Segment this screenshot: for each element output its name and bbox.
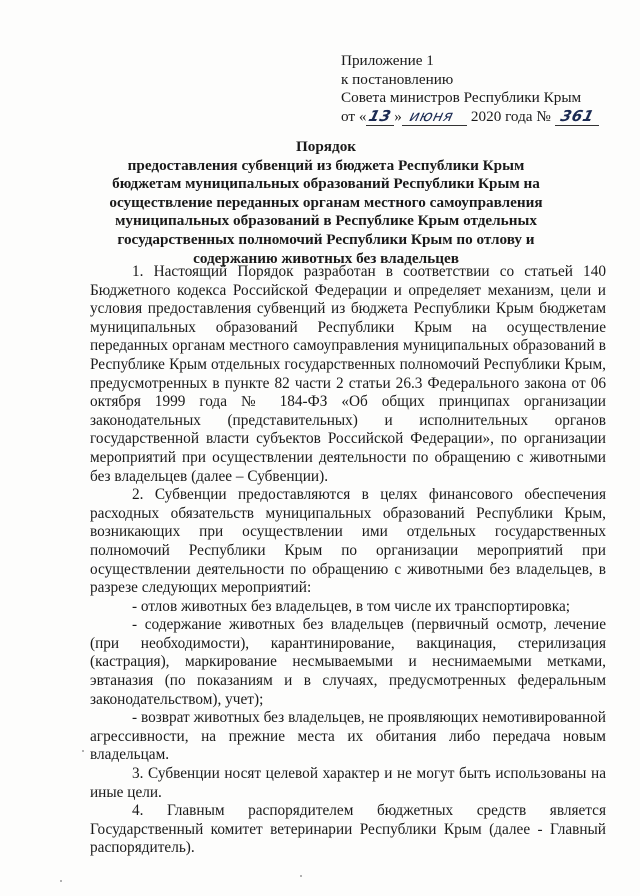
paragraph-2: 2. Субвенции предоставляются в целях финансового обеспечения расходных обязательств муниципальных образований Республики Крым, возникающих при осуществлении ими отдельных государственных полномочий Республики Крым по организации мероприятий при осуществлении деятельности по обращению с животными без владельцев, в разрезе следующих мероприятий: — [90, 486, 606, 597]
number-underline — [555, 108, 600, 126]
list-item-return: - возврат животных без владельцев, не проявляющих немотивированной агрессивности, на прежние места их обитания либо передача новым владельцам. — [90, 709, 606, 764]
date-month-underline — [402, 108, 467, 126]
appendix-line-3: Совета министров Республики Крым — [341, 89, 582, 106]
date-prefix: от « — [341, 107, 367, 125]
appendix-date-line — [341, 108, 611, 127]
list-item-keeping: - содержание животных без владельцев (первичный осмотр, лечение (при необходимости), карантинирование, вакцинация, стерилизация (кастрация), маркирование несмываемыми и неснимаемыми метками, эвтаназия (по показаниям и в случаях, предусмотренных федеральным законодательством), учет); — [90, 616, 606, 708]
appendix-line-1: Приложение 1 — [341, 52, 434, 69]
paragraph-3: 3. Субвенции носят целевой характер и не могут быть использованы на иные цели. — [90, 765, 606, 801]
date-day-underline — [366, 108, 394, 126]
paragraph-1: 1. Настоящий Порядок разработан в соответствии со статьей 140 Бюджетного кодекса Российской Федерации и определяет механизм, цели и условия предоставления субвенций из бюджета Республики Крым бюджетам муниципальных образований Республики Крым на осуществление переданных органам местного самоуправления муниципальных образований в Республике Крым отдельных государственных полномочий Республики Крым, предусмотренных в пункте 82 части 2 статьи 26.3 Федерального закона от 06 октября 1999 года № 184-ФЗ «Об общих принципах организации законодательных (представительных) и исполнительных органов государственной власти субъектов Российской Федерации», по организации мероприятий при осуществлении деятельности по обращению с животными без владельцев (далее – Субвенции). — [90, 263, 606, 485]
date-year: 2020 года № — [470, 107, 551, 125]
scan-speck — [60, 880, 62, 882]
appendix-line-2: к постановлению — [341, 70, 454, 88]
date-day-handwritten: 13 — [367, 106, 394, 125]
document-body — [90, 263, 606, 858]
scan-speck — [300, 875, 302, 877]
list-item-capture: - отлов животных без владельцев, в том числе их транспортировка; — [132, 597, 570, 615]
scan-speck — [82, 750, 84, 752]
date-month-handwritten: июня — [407, 106, 456, 125]
appendix-block — [341, 52, 611, 126]
title-text: предоставления субвенций из бюджета Республики Крым бюджетам муниципальных образований Республики Крым на осуществление переданных органам местного самоуправления муниципальных образований в Республике Крым отдельных государственных полномочий Республики Крым по отлову и содержанию животных без владельцев — [109, 156, 543, 267]
document-title — [96, 138, 556, 268]
document-number-handwritten: 361 — [558, 106, 596, 125]
paragraph-4: 4. Главным распорядителем бюджетных средств является Государственный комитет ветеринарии Республики Крым (далее - Главный распорядитель). — [90, 802, 606, 857]
title-heading: Порядок — [295, 138, 357, 155]
date-mid: » — [394, 107, 402, 125]
